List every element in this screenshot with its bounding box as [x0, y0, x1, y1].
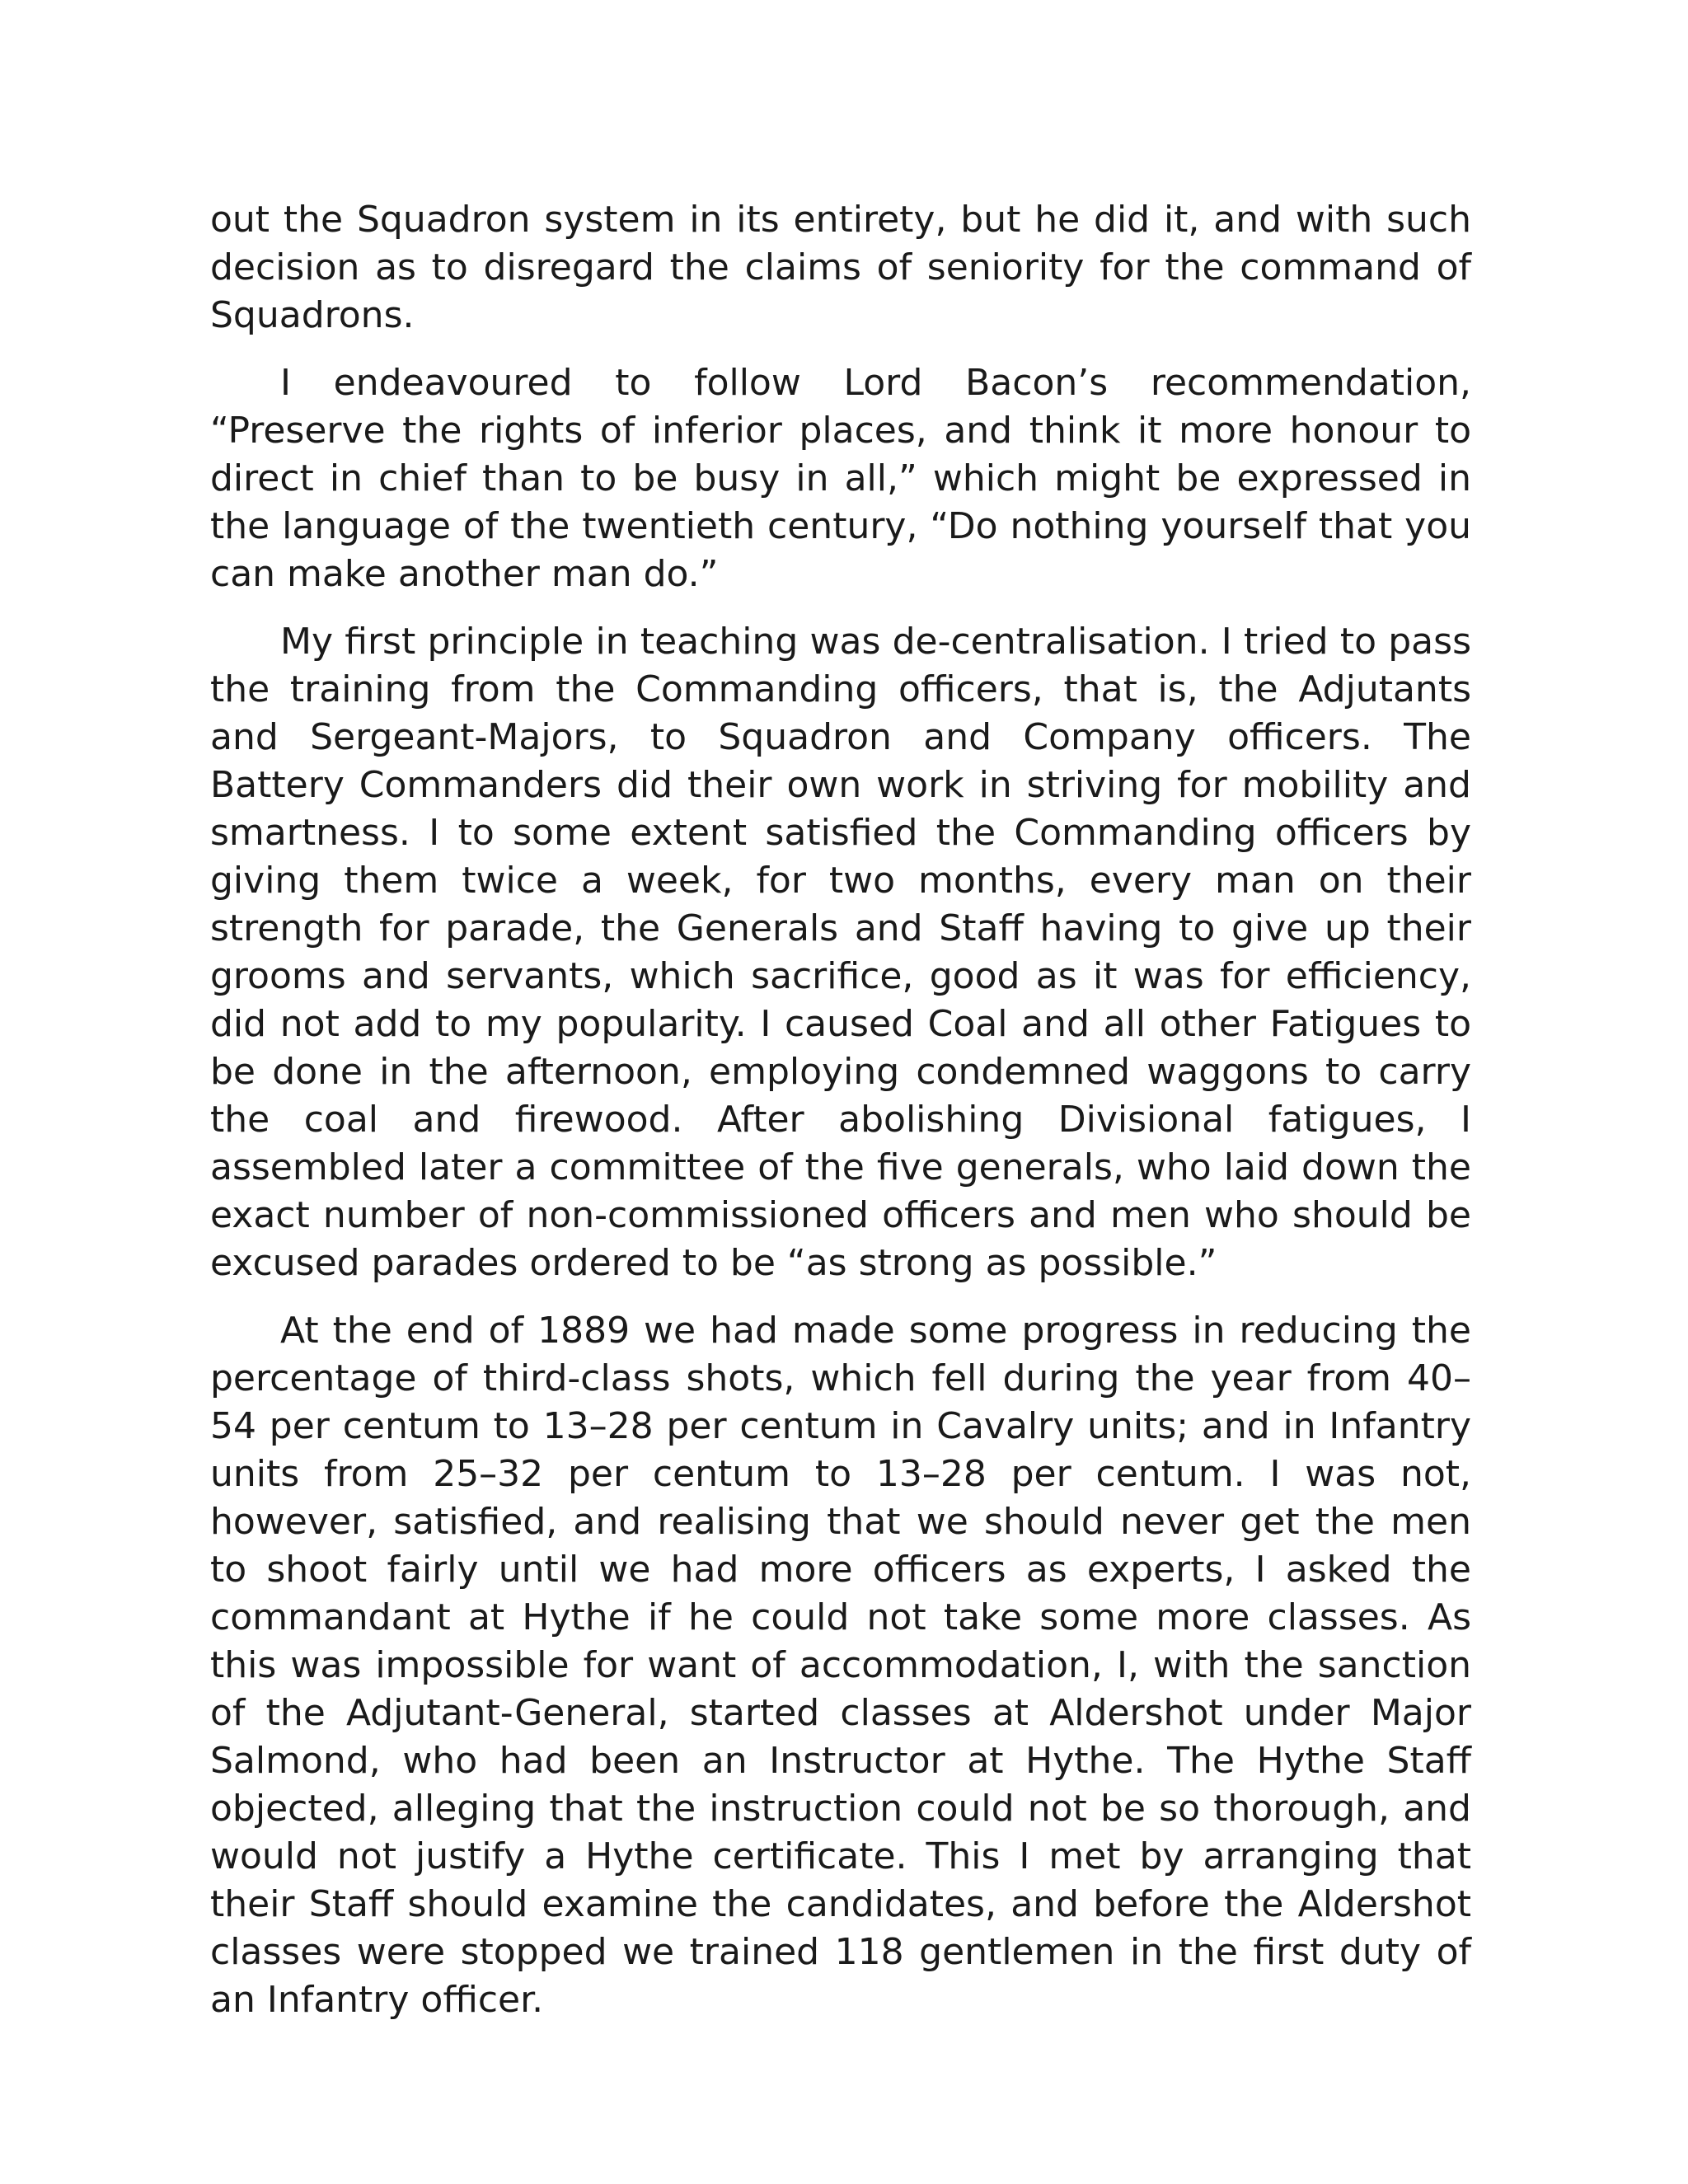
- paragraph-decentralisation: My first principle in teaching was de-centralisation. I tried to pass the training from the Commanding officers, that is, the Adjutants and Sergeant-Majors, to Squadron and Company officers. The Battery Commanders did their own work in striving for mobility and smartness. I to some extent satisfied the Commanding officers by giving them twice a week, for two months, every man on their strength for parade, the Generals and Staff having to give up their grooms and servants, which sacrifice, good as it was for efficiency, did not add to my popularity. I caused Coal and all other Fatigues to be done in the afternoon, employing condemned waggons to carry the coal and firewood. After abolishing Divisional fatigues, I assembled later a committee of the five generals, who laid down the exact number of non-commissioned officers and men who should be excused parades ordered to be “as strong as possible.”: [210, 621, 1471, 1284]
- paragraph-continuation: out the Squadron system in its entirety, but he did it, and with such decision as to disregard the claims of seniority for the command of Squadrons.: [210, 199, 1471, 336]
- paragraph-lord-bacon: I endeavoured to follow Lord Bacon’s recommendation, “Preserve the rights of inferior places, and think it more honour to direct in chief than to be busy in all,” which might be expressed in the language of the twentieth century, “Do nothing yourself that you can make another man do.”: [210, 362, 1471, 595]
- paragraph-shooting-classes: At the end of 1889 we had made some progress in reducing the percentage of third-class shots, which fell during the year from 40–54 per centum to 13–28 per centum in Cavalry units; and in Infantry units from 25–32 per centum to 13–28 per centum. I was not, however, satisfied, and realising that we should never get the men to shoot fairly until we had more officers as experts, I asked the commandant at Hythe if he could not take some more classes. As this was impossible for want of accommodation, I, with the sanction of the Adjutant-General, started classes at Aldershot under Major Salmond, who had been an Instructor at Hythe. The Hythe Staff objected, alleging that the instruction could not be so thorough, and would not justify a Hythe certificate. This I met by arranging that their Staff should examine the candidates, and before the Aldershot classes were stopped we trained 118 gentlemen in the first duty of an Infantry officer.: [210, 1310, 1471, 2021]
- document-page: [210, 196, 1471, 2044]
